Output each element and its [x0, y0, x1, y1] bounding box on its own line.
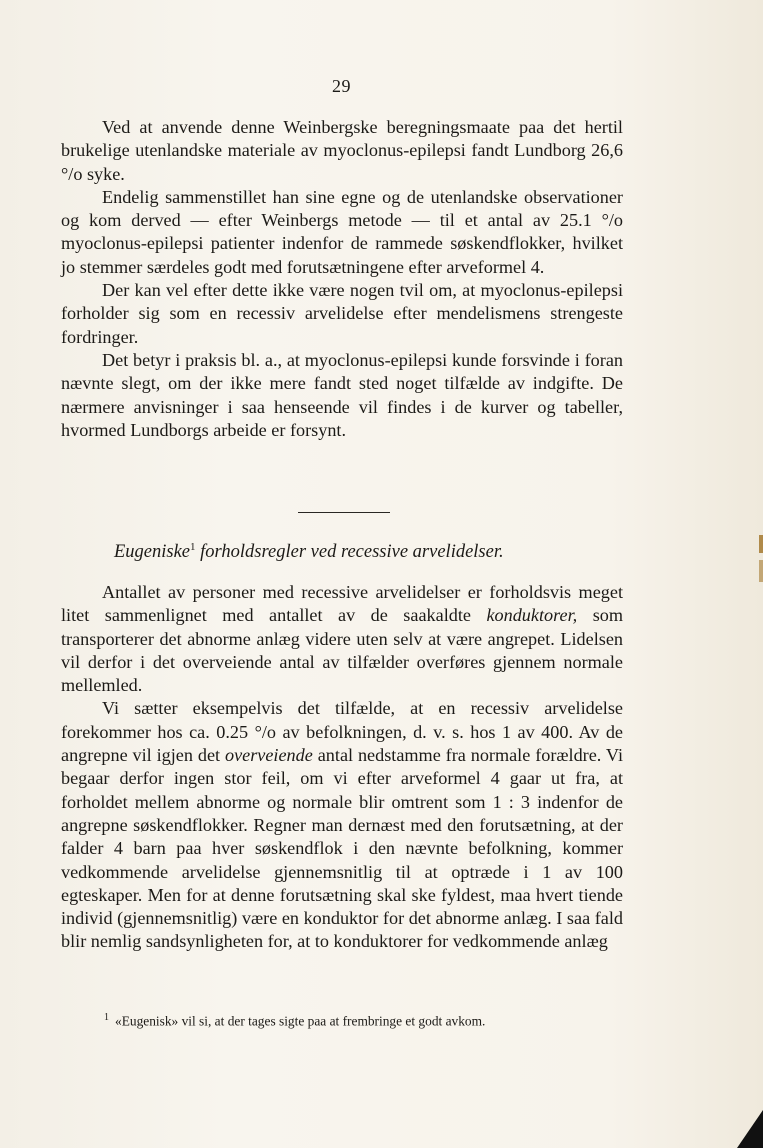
page-number: 29 — [332, 76, 351, 96]
paragraph: Ved at anvende denne Weinbergske beregningsmaate paa det hertil brukelige utenlandske materiale av myoclonus-epilepsi fandt Lundborg 26,6 °/o syke. — [61, 117, 623, 184]
page-edge-mark — [759, 535, 763, 553]
paragraph: Der kan vel efter dette ikke være nogen tvil om, at myoclonus-epilepsi forholder sig som en recessiv arvelidelse efter mendelismens strengeste fordringer. — [61, 280, 623, 347]
emphasis-text: overveiende — [224, 745, 313, 766]
footnote-reference: 1 — [190, 541, 196, 553]
body-text-block-1 — [61, 116, 623, 442]
body-text-block-2 — [61, 581, 623, 954]
footnote-text: «Eugenisk» vil si, at der tages sigte paa at frembringe et godt avkom. — [115, 1013, 486, 1029]
section-heading-rest: forholdsregler ved recessive arvelidelser. — [200, 542, 504, 563]
section-divider — [298, 512, 390, 513]
paragraph: Endelig sammenstillet han sine egne og de utenlandske observationer og kom derved — efter Weinbergs metode — til et antal av 25.1 °/o myoclonus-epilepsi patienter indenfor de rammede søskendflokker, hvilket jo stemmer særdeles godt med forutsætningene efter arveformel 4. — [61, 186, 623, 277]
page-corner-shadow — [737, 1110, 763, 1148]
text-run: som transporterer det abnorme anlæg videre uten selv at være angrepet. Lidelsen vil derfor i det overveiende antal av tilfælder overføres gjennem normale mellemled. — [61, 605, 624, 696]
paragraph — [61, 581, 623, 697]
emphasis-text: konduktorer, — [486, 605, 578, 626]
section-heading-word: Eugeniske — [114, 542, 191, 563]
footnote-number: 1 — [104, 1012, 109, 1023]
text-run: Antallet av personer med recessive arvelidelser er forholdsvis meget litet sammenlignet med antallet av de saakaldte — [61, 582, 623, 626]
text-run: antal nedstamme fra normale forældre. Vi begaar derfor ingen stor feil, om vi efter arveformel 4 gaar ut fra, at forholdet mellem abnorme og normale blir omtrent som 1 : 3 indenfor de angrepne søskendflokker. Regner man dernæst med den forutsætning, at der falder 4 barn paa hver søskendflok i den nævnte befolkning, kommer vedkommende arvelidelse gjennemsnitlig til at optræde i 1 av 100 egteskaper. Men for at denne forutsætning skal ske fyldest, maa hvert tiende individ (gjennemsnitlig) være en konduktor for det abnorme anlæg. I saa fald blir nemlig sandsynligheten for, at to konduktorer for vedkommende anlæg — [61, 745, 624, 952]
paragraph — [61, 697, 623, 953]
paragraph: Det betyr i praksis bl. a., at myoclonus-epilepsi kunde forsvinde i foran nævnte slegt, om der ikke mere fandt sted noget tilfælde av indgifte. De nærmere anvisninger i saa henseende vil findes i de kurver og tabeller, hvormed Lundborgs arbeide er forsynt. — [61, 349, 623, 440]
text-run: Vi sætter eksempelvis det tilfælde, at en recessiv arvelidelse forekommer hos ca. 0.25 °/o av befolkningen, d. v. s. hos 1 av 400. Av de angrepne vil igjen det — [61, 698, 623, 766]
section-heading — [114, 541, 634, 563]
page-edge-mark — [759, 560, 763, 582]
footnote — [104, 1012, 644, 1029]
